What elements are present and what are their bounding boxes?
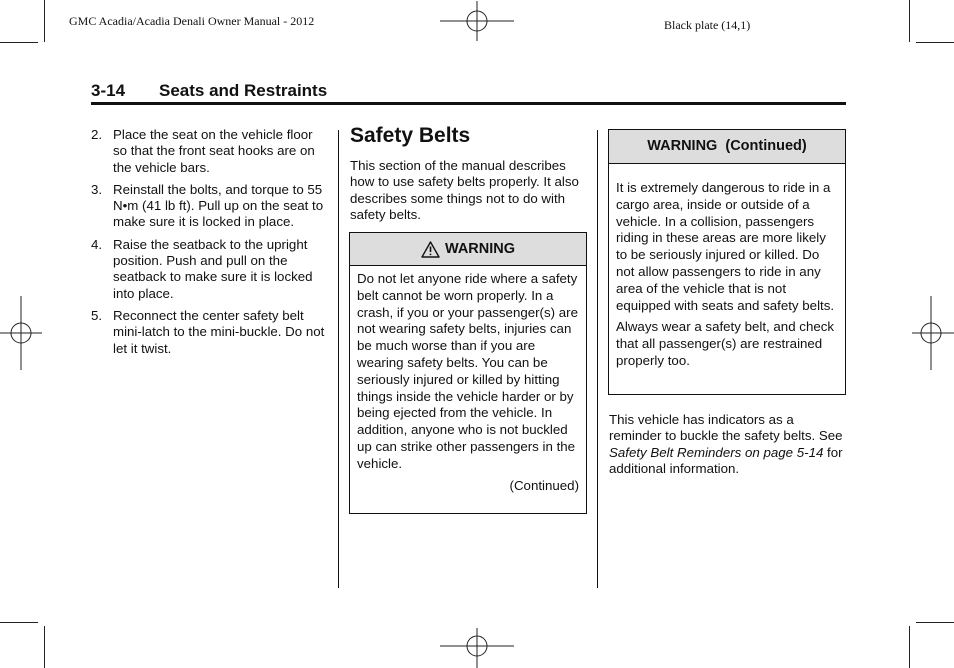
warning-continued-header [609,130,845,164]
warning-box [349,232,587,514]
manual-title: GMC Acadia/Acadia Denali Owner Manual - 2012 [69,14,315,28]
registration-mark-bottom-icon [440,626,514,668]
cross-reference-link[interactable]: Safety Belt Reminders on page 5-14 [609,444,824,460]
registration-mark-left-icon [0,296,42,370]
list-item: 5. Reconnect the center safety belt mini-latch to the mini-buckle. Do not let it twist. [91,307,325,356]
column-divider-1 [338,130,339,588]
list-item: 4. Raise the seatback to the upright position. Push and pull on the seatback to make sure it is locked into place. [91,236,313,301]
warning-label: WARNING [444,240,516,257]
page-title: Safety Belts [350,124,471,147]
warning-paragraph-2: Always wear a safety belt, and check that all passenger(s) are restrained properly too. [616,319,835,368]
continued-label: (Continued) [509,477,579,493]
warning-triangle-icon [421,241,440,258]
warning-box-continued [608,129,846,395]
registration-mark-top-icon [440,1,514,43]
warning-paragraph-1: It is extremely dangerous to ride in a cargo area, inside or outside of a vehicle. In a collision, passengers riding in these areas are more likely to be seriously injured or killed. Do not allow passengers to ride in any area of the vehicle that is not equipped with seats and safety belts. [616,180,835,313]
column-divider-2 [597,130,598,588]
warning-text: Do not let anyone ride where a safety belt cannot be worn properly. In a crash, if you or your passenger(s) are not wearing safety belts, injuries can be much worse than if you are wearing safety belts. You can be seriously injured or killed by hitting things inside the vehicle harder or by being ejected from the vehicle. In addition, anyone who is not buckled up can strike other passengers in the vehicle. [357,271,578,471]
warning-continued-body [609,164,845,370]
list-item: 2. Place the seat on the vehicle floor so that the front seat hooks are on the vehicle bars. [91,127,315,175]
page-number: 3-14 [91,81,126,100]
header-rule [91,102,846,105]
warning-header [350,233,586,266]
section-title: Seats and Restraints [159,81,328,100]
warning-continued-label: WARNING (Continued) [647,138,807,155]
plate-label: Black plate (14,1) [664,18,751,32]
intro-paragraph: This section of the manual describes how to use safety belts properly. It also describes some things not to do with safety belts. [350,158,579,222]
warning-body [350,266,586,494]
section-header [91,81,327,101]
list-item: 3. Reinstall the bolts, and torque to 55 N•m (41 lb ft). Pull up on the seat to make sure it is locked in place. [91,181,324,230]
reminder-paragraph: This vehicle has indicators as a reminder to buckle the safety belts. See Safety Belt Reminders on page 5-14 for additional information. [609,412,843,476]
steps-list [91,127,327,363]
registration-mark-right-icon [912,296,954,370]
